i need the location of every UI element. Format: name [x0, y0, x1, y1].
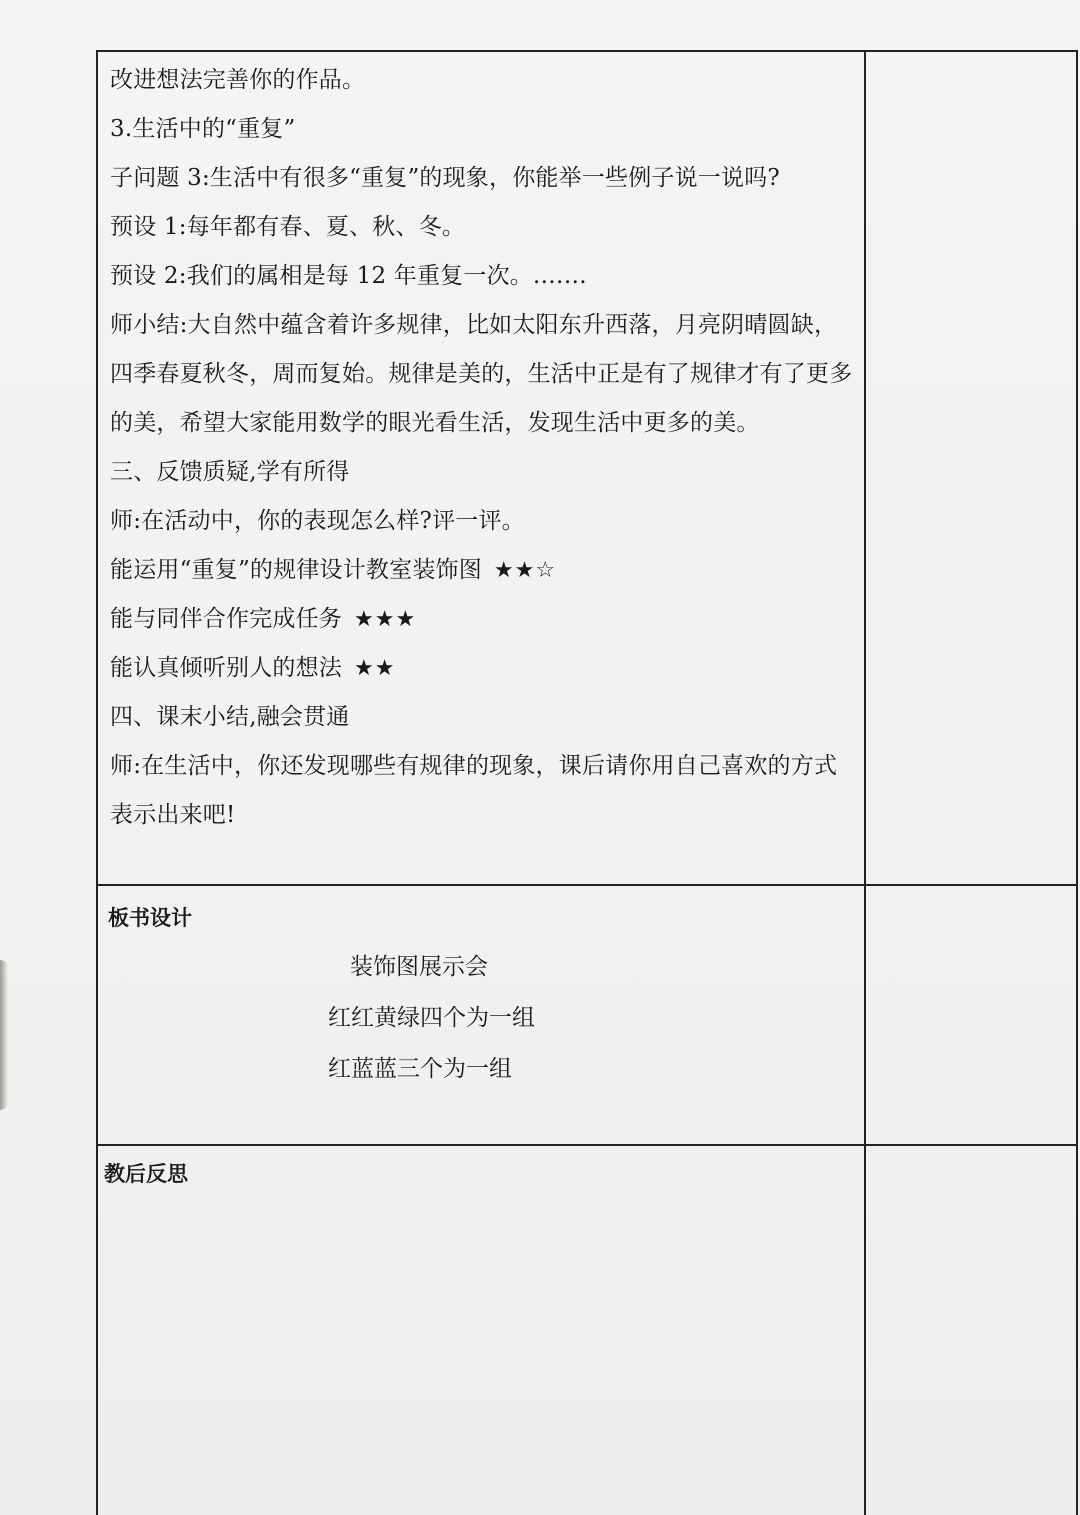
lesson-line: 的美，希望大家能用数学的眼光看生活，发现生活中更多的美。: [110, 410, 760, 436]
board-design-label: 板书设计: [108, 906, 192, 930]
rating-text: 能与同伴合作完成任务: [110, 606, 342, 632]
rating-row: [110, 644, 860, 693]
star-rating: ★★☆: [493, 558, 557, 583]
lesson-line: 改进想法完善你的作品。: [110, 67, 366, 93]
lesson-line: 预设 2:我们的属相是每 12 年重复一次。.……: [110, 263, 587, 289]
lesson-line: 师:在生活中，你还发现哪些有规律的现象，课后请你用自己喜欢的方式: [110, 753, 838, 779]
reflection-label: 教后反思: [104, 1162, 188, 1186]
column-divider: [864, 52, 866, 1515]
lesson-line: 师小结:大自然中蕴含着许多规律，比如太阳东升西落，月亮阴晴圆缺，: [110, 312, 838, 338]
rating-text: 能运用“重复”的规律设计教室装饰图: [110, 557, 482, 583]
section-heading: 四、课末小结,融会贯通: [110, 704, 350, 730]
lesson-line: 子问题 3:生活中有很多“重复”的现象，你能举一些例子说一说吗?: [110, 165, 780, 191]
board-line: 红蓝蓝三个为一组: [328, 1056, 512, 1082]
row-divider-reflection: [98, 1144, 1076, 1146]
lesson-line: 表示出来吧!: [110, 802, 236, 828]
lesson-line: 3.生活中的“重复”: [110, 116, 296, 142]
rating-text: 能认真倾听别人的想法: [110, 655, 342, 681]
rating-row: [110, 546, 860, 595]
lesson-table: [96, 50, 1078, 1515]
row-divider-board: [98, 884, 1076, 886]
rating-row: [110, 595, 860, 644]
star-rating: ★★★: [354, 607, 417, 632]
lesson-line: 预设 1:每年都有春、夏、秋、冬。: [110, 214, 466, 240]
lesson-process-cell: [110, 56, 860, 840]
section-heading: 三、反馈质疑,学有所得: [110, 459, 350, 485]
board-design-content: [98, 942, 864, 1102]
board-title: 装饰图展示会: [350, 954, 488, 980]
page-edge-shadow: [0, 960, 8, 1110]
star-rating: ★★: [354, 656, 396, 681]
board-line: 红红黄绿四个为一组: [328, 1005, 535, 1031]
lesson-line: 师:在活动中，你的表现怎么样?评一评。: [110, 508, 525, 534]
lesson-line: 四季春夏秋冬，周而复始。规律是美的，生活中正是有了规律才有了更多: [110, 361, 853, 387]
